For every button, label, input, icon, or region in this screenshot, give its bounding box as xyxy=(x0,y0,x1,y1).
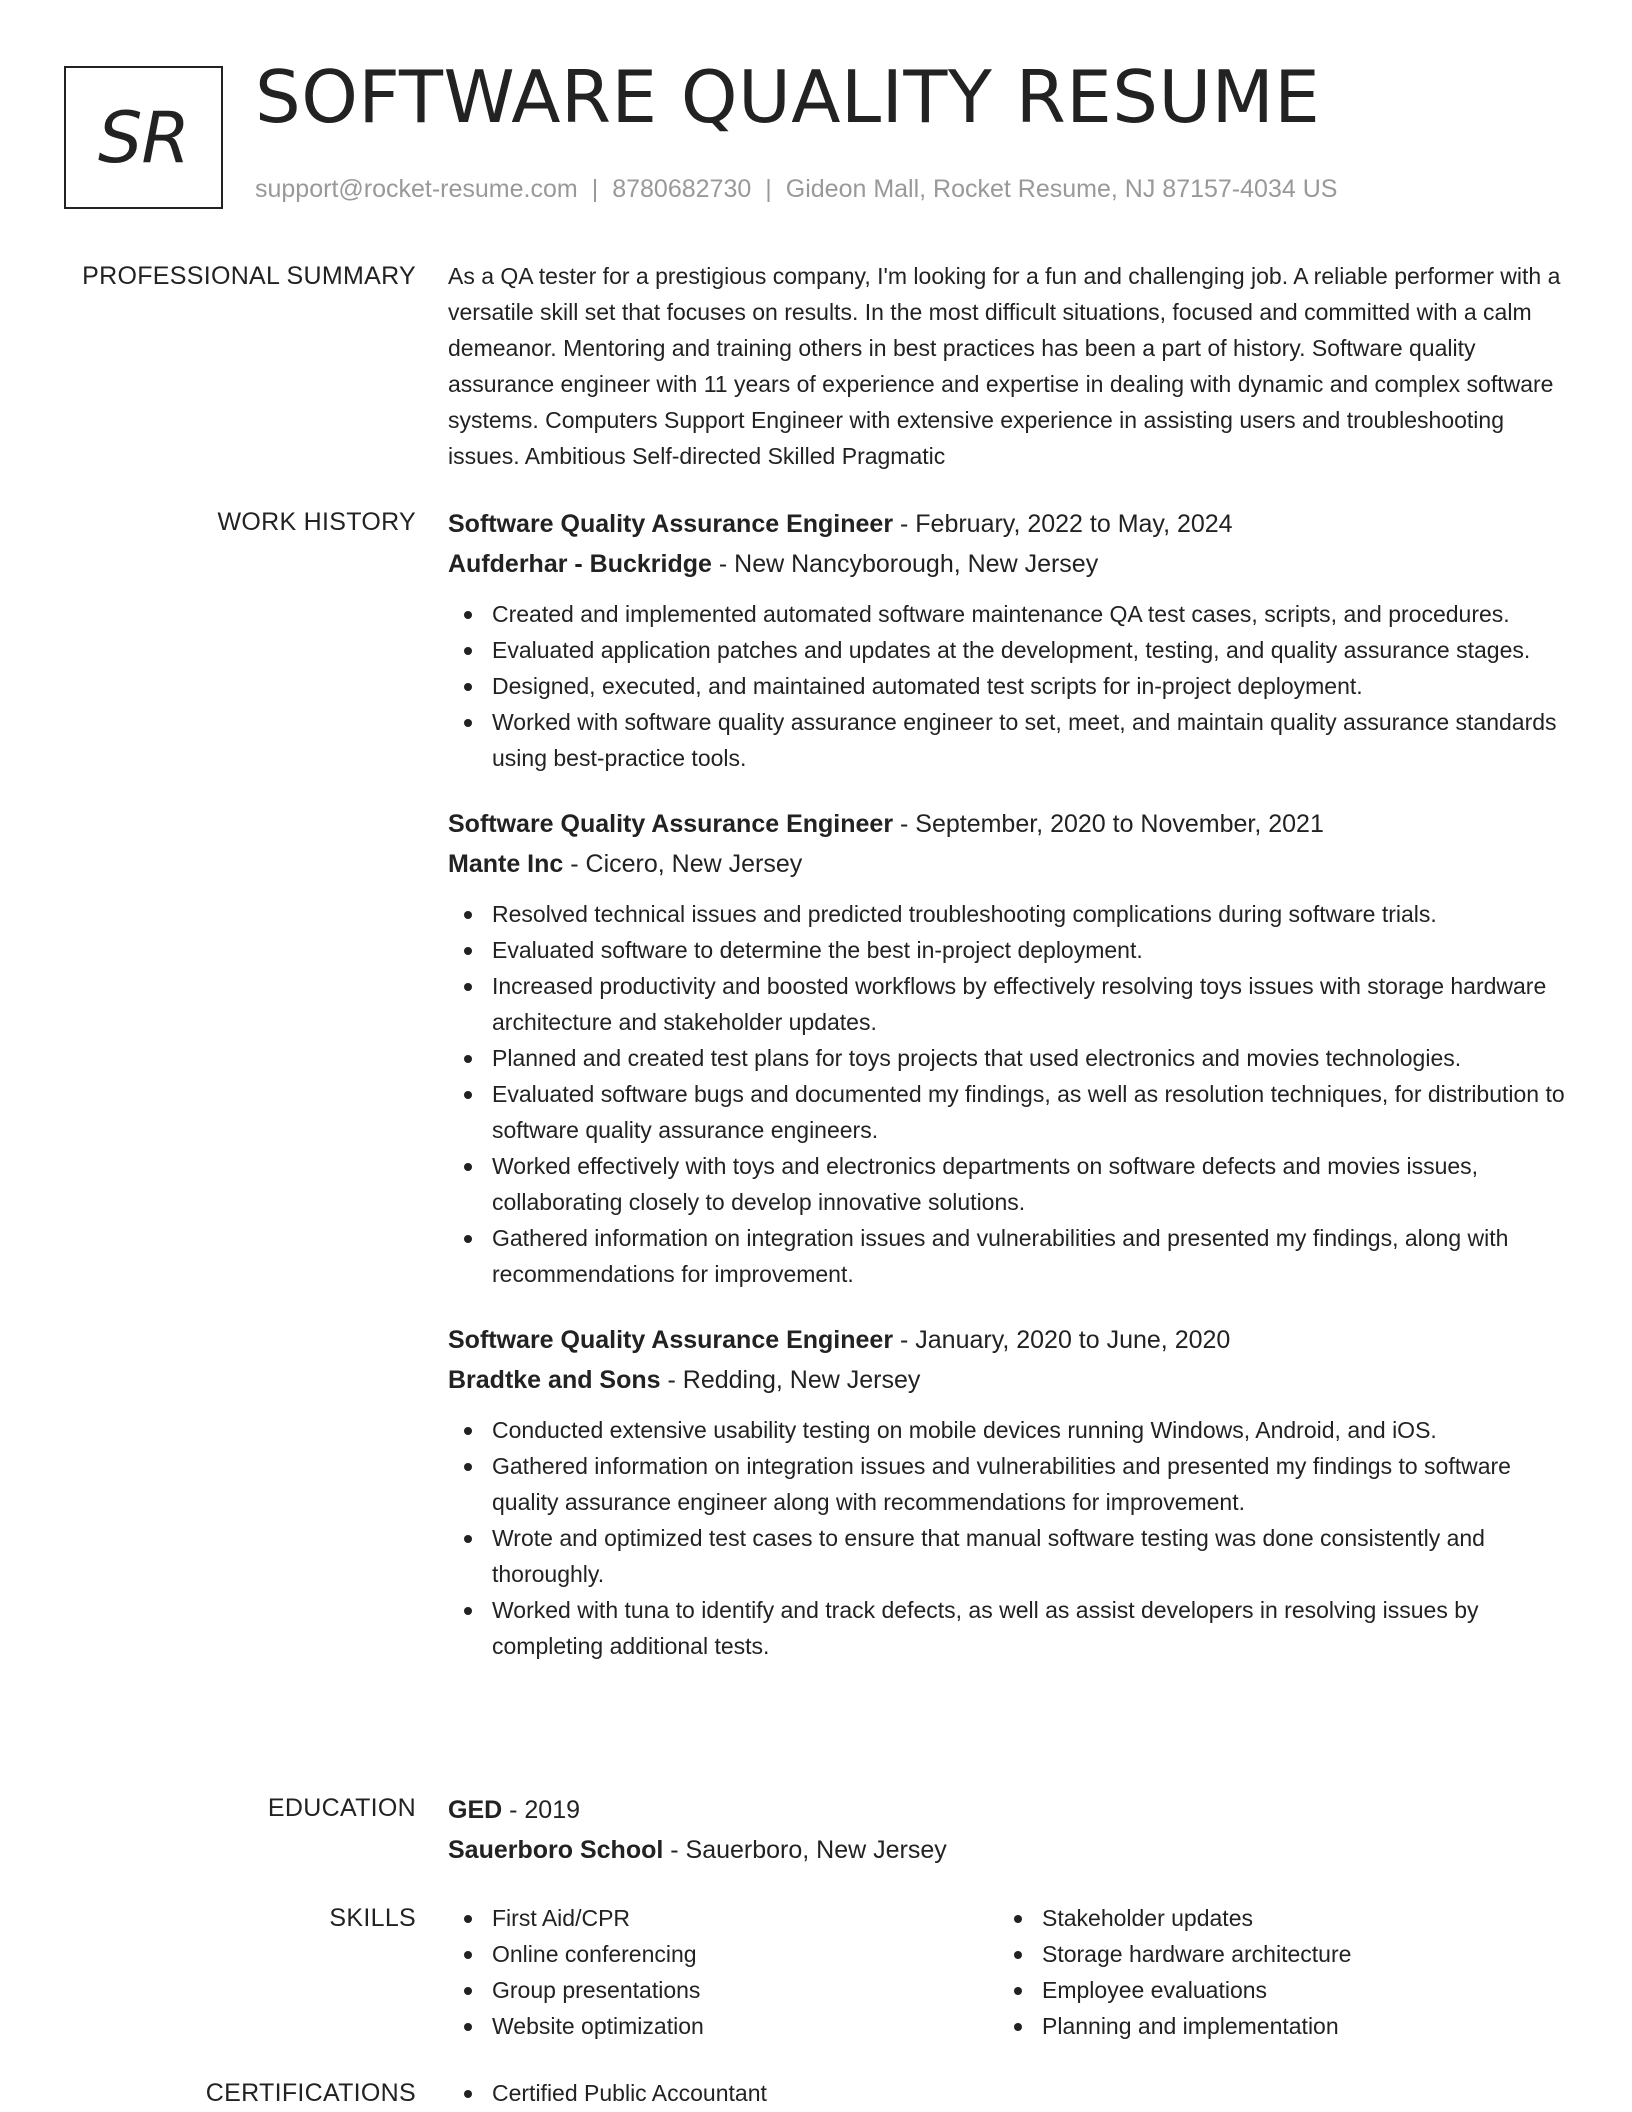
job-title-line xyxy=(448,804,1568,844)
list-item: Created and implemented automated software maintenance QA test cases, scripts, and procedures. xyxy=(448,596,1568,632)
education-degree: GED xyxy=(448,1796,503,1824)
summary-body xyxy=(448,258,1568,474)
monogram-box xyxy=(64,66,223,209)
job-entry xyxy=(448,504,1568,776)
job-title-line xyxy=(448,504,1568,544)
section-label-work-history: WORK HISTORY xyxy=(217,508,416,536)
list-item: Evaluated application patches and updates at the development, testing, and quality assurance stages. xyxy=(448,632,1568,668)
job-company-line xyxy=(448,544,1568,584)
section-label-skills: SKILLS xyxy=(329,1904,416,1932)
section-label-education: EDUCATION xyxy=(267,1794,416,1822)
list-item: Worked effectively with toys and electronics departments on software defects and movies issues, collaborating closely to develop innovative solutions. xyxy=(448,1148,1568,1220)
job-location: - Redding, New Jersey xyxy=(660,1366,921,1394)
resume-title: SOFTWARE QUALITY RESUME xyxy=(255,55,1321,139)
skills-column-2 xyxy=(998,1900,1548,2044)
skill-item: First Aid/CPR xyxy=(448,1900,998,1936)
job-entry xyxy=(448,804,1568,1292)
list-item: Gathered information on integration issues and vulnerabilities and presented my findings to software quality assurance engineer along with recommendations for improvement. xyxy=(448,1448,1568,1520)
list-item: Planned and created test plans for toys projects that used electronics and movies technologies. xyxy=(448,1040,1568,1076)
education-school-line xyxy=(448,1830,1568,1870)
skill-item: Website optimization xyxy=(448,2008,998,2044)
list-item: Evaluated software to determine the best in-project deployment. xyxy=(448,932,1568,968)
certification-item: Certified Public Accountant xyxy=(448,2075,1568,2111)
skill-item: Online conferencing xyxy=(448,1936,998,1972)
education-degree-line xyxy=(448,1790,1568,1830)
list-item: Designed, executed, and maintained automated test scripts for in-project deployment. xyxy=(448,668,1568,704)
education-year: - 2019 xyxy=(502,1796,581,1824)
contact-address: Gideon Mall, Rocket Resume, NJ 87157-4034 US xyxy=(785,175,1338,203)
job-company: Mante Inc xyxy=(448,850,564,878)
list-item: Worked with tuna to identify and track defects, as well as assist developers in resolving issues by completing additional tests. xyxy=(448,1592,1568,1664)
job-dates: - January, 2020 to June, 2020 xyxy=(893,1326,1231,1354)
contact-phone: 8780682730 xyxy=(612,175,752,203)
certifications-body xyxy=(448,2075,1568,2111)
job-company: Aufderhar - Buckridge xyxy=(448,550,712,578)
job-bullet-list xyxy=(448,596,1568,776)
job-title: Software Quality Assurance Engineer xyxy=(448,810,894,838)
summary-text: As a QA tester for a prestigious company, I'm looking for a fun and challenging job. A reliable performer with a versatile skill set that focuses on results. In the most difficult situations, focused and committed with a calm demeanor. Mentoring and training others in best practices has been a part of history. Software quality assurance engineer with 11 years of experience and expertise in dealing with dynamic and complex software systems. Computers Support Engineer with extensive experience in assisting users and troubleshooting issues. Ambitious Self-directed Skilled Pragmatic xyxy=(448,263,1561,469)
list-item: Conducted extensive usability testing on mobile devices running Windows, Android, and iOS. xyxy=(448,1412,1568,1448)
contact-separator: | xyxy=(765,175,772,203)
skill-item: Employee evaluations xyxy=(998,1972,1548,2008)
certifications-list xyxy=(448,2075,1568,2111)
monogram-initials: SR xyxy=(97,96,190,179)
skill-item: Planning and implementation xyxy=(998,2008,1548,2044)
list-item: Increased productivity and boosted workflows by effectively resolving toys issues with storage hardware architecture and stakeholder updates. xyxy=(448,968,1568,1040)
section-label-certifications: CERTIFICATIONS xyxy=(205,2079,416,2107)
job-location: - Cicero, New Jersey xyxy=(563,850,803,878)
list-item: Worked with software quality assurance engineer to set, meet, and maintain quality assurance standards using best-practice tools. xyxy=(448,704,1568,776)
skills-body xyxy=(448,1900,1568,2044)
skills-column-1 xyxy=(448,1900,998,2044)
list-item: Wrote and optimized test cases to ensure that manual software testing was done consistently and thoroughly. xyxy=(448,1520,1568,1592)
contact-email: support@rocket-resume.com xyxy=(255,175,578,203)
contact-separator: | xyxy=(591,175,599,203)
skill-item: Stakeholder updates xyxy=(998,1900,1548,1936)
list-item: Resolved technical issues and predicted troubleshooting complications during software trials. xyxy=(448,896,1568,932)
job-bullet-list xyxy=(448,896,1568,1292)
job-title: Software Quality Assurance Engineer xyxy=(448,510,894,538)
skill-item: Storage hardware architecture xyxy=(998,1936,1548,1972)
job-location: - New Nancyborough, New Jersey xyxy=(711,550,1099,578)
contact-line xyxy=(255,175,1337,204)
job-bullet-list xyxy=(448,1412,1568,1664)
education-location: - Sauerboro, New Jersey xyxy=(663,1836,947,1864)
list-item: Gathered information on integration issues and vulnerabilities and presented my findings, along with recommendations for improvement. xyxy=(448,1220,1568,1292)
job-company-line xyxy=(448,1360,1568,1400)
job-company-line xyxy=(448,844,1568,884)
job-dates: - February, 2022 to May, 2024 xyxy=(893,510,1233,538)
education-school: Sauerboro School xyxy=(448,1836,664,1864)
list-item: Evaluated software bugs and documented my findings, as well as resolution techniques, for distribution to software quality assurance engineers. xyxy=(448,1076,1568,1148)
job-entry xyxy=(448,1320,1568,1664)
job-company: Bradtke and Sons xyxy=(448,1366,661,1394)
job-title-line xyxy=(448,1320,1568,1360)
section-label-summary: PROFESSIONAL SUMMARY xyxy=(82,262,416,290)
skill-item: Group presentations xyxy=(448,1972,998,2008)
work-history-body xyxy=(448,504,1568,1692)
education-body xyxy=(448,1790,1568,1870)
job-title: Software Quality Assurance Engineer xyxy=(448,1326,894,1354)
job-dates: - September, 2020 to November, 2021 xyxy=(893,810,1324,838)
